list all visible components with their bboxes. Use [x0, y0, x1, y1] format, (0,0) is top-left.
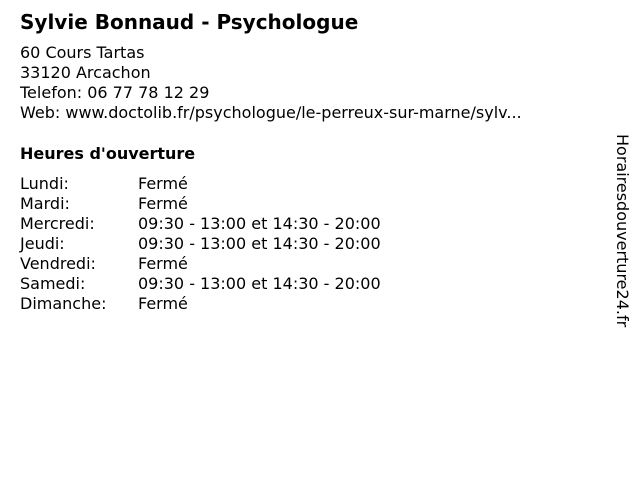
hours-row-lundi — [20, 174, 381, 194]
hours-row-vendredi — [20, 254, 381, 274]
hours-row-mardi — [20, 194, 381, 214]
day-label: Mardi: — [20, 194, 70, 213]
site-watermark — [610, 134, 640, 350]
day-label: Jeudi: — [20, 234, 65, 253]
day-label: Mercredi: — [20, 214, 95, 233]
phone-number: Telefon: 06 77 78 12 29 — [20, 83, 210, 102]
day-hours: Fermé — [138, 194, 188, 213]
day-hours: Fermé — [138, 174, 188, 193]
opening-hours-list — [20, 174, 381, 314]
day-label: Lundi: — [20, 174, 69, 193]
city-address: 33120 Arcachon — [20, 63, 151, 82]
opening-hours-heading: Heures d'ouverture — [20, 144, 196, 163]
hours-row-jeudi — [20, 234, 381, 254]
day-label: Samedi: — [20, 274, 86, 293]
hours-row-dimanche — [20, 294, 381, 314]
day-label: Vendredi: — [20, 254, 96, 273]
website-url: Web: www.doctolib.fr/psychologue/le-perreux-sur-marne/sylv... — [20, 103, 522, 122]
hours-row-mercredi — [20, 214, 381, 234]
day-label: Dimanche: — [20, 294, 107, 313]
hours-row-samedi — [20, 274, 381, 294]
watermark-text: Horairesdouverture24.fr — [613, 134, 632, 328]
day-hours: 09:30 - 13:00 et 14:30 - 20:00 — [138, 274, 381, 293]
business-title: Sylvie Bonnaud - Psychologue — [20, 10, 359, 34]
contact-info — [20, 43, 522, 123]
day-hours: 09:30 - 13:00 et 14:30 - 20:00 — [138, 214, 381, 233]
day-hours: Fermé — [138, 294, 188, 313]
street-address: 60 Cours Tartas — [20, 43, 145, 62]
day-hours: Fermé — [138, 254, 188, 273]
day-hours: 09:30 - 13:00 et 14:30 - 20:00 — [138, 234, 381, 253]
